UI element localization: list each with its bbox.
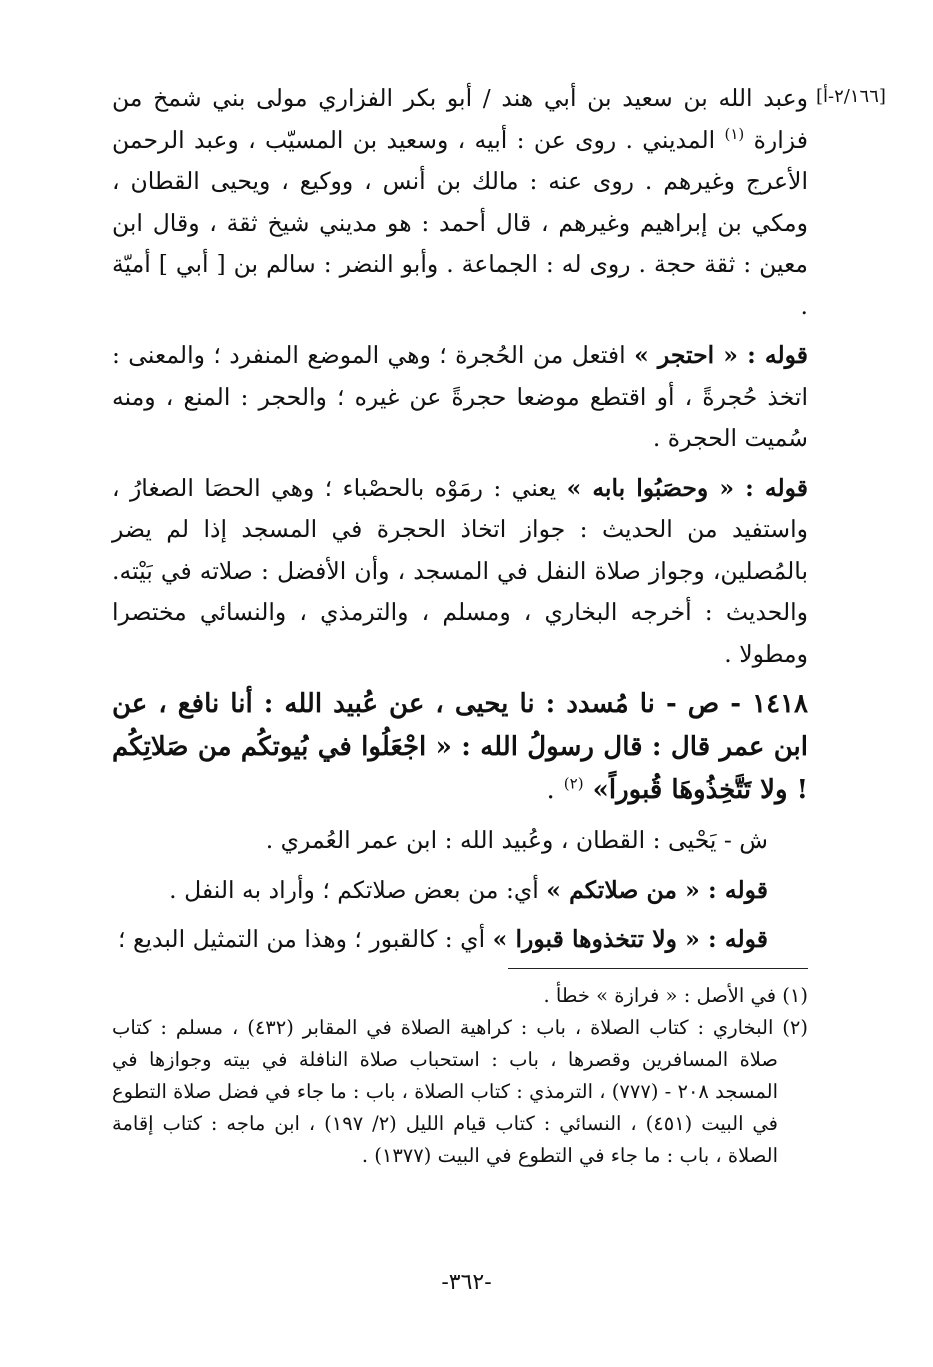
hasabu-text: يعني : رمَوْه بالحصْباء ؛ وهي الحصَا الصغارُ ، واستفيد من الحديث : جواز اتخاذ الحجرة في المسجد إذا لم يضر بالمُصلين، وجواز صلاة النفل في المسجد ، وأن الأفضل : صلاته في بَيْته. والحديث : أخرجه البخاري ، ومسلم ، والترمذي ، والنسائي مختصرا ومطولا . xyxy=(112,473,808,668)
narrator-paragraph xyxy=(112,78,808,327)
min-salatikum-text: أي: من بعض صلاتكم ؛ وأراد به النفل . xyxy=(169,875,539,904)
la-tattakhidhuha-text: أي : كالقبور ؛ وهذا من التمثيل البديع ؛ xyxy=(118,925,486,953)
main-text xyxy=(112,78,808,969)
footnote-ref-2[interactable]: (٢) xyxy=(563,774,584,793)
sharh-text: ش - يَحْيى : القطان ، وعُبيد الله : ابن عمر العُمري . xyxy=(265,826,768,854)
ihtajar-label: قوله : « احتجر » xyxy=(634,341,808,369)
min-salatikum-label: قوله : « من صلاتكم » xyxy=(546,875,768,904)
margin-reference: [٢/١٦٦-أ] xyxy=(816,86,886,107)
hadith-isnad: ١٤١٨ - ص - نا مُسدد : نا يحيى ، عن عُبيد الله : أنا نافع ، عن ابن عمر قال : xyxy=(112,689,808,762)
sharh-line xyxy=(112,820,808,862)
page-number: -٣٦٢- xyxy=(441,1270,492,1295)
hasabu-label: قوله : « وحصَبُوا بابه » xyxy=(566,473,808,502)
hadith-matn: قال رسولُ الله : « اجْعَلُوا في بُيوتكُم من صَلاتِكُم ! ولا تَتَّخِذُوهَا قُبوراً» xyxy=(112,732,808,805)
footnote-1: (١) في الأصل : « فرازة » خطأ . xyxy=(543,984,808,1007)
footnotes xyxy=(112,980,808,1172)
hadith-end: . xyxy=(546,775,555,805)
narrator-text-rest: المديني . روى عن : أبيه ، وسعيد بن المسيّب ، وعبد الرحمن الأعرج وغيرهم . روى عنه : مالك بن أنس ، ووكيع ، ويحيى القطان ، ومكي بن إبراهيم وغيرهم ، قال أحمد : هو مديني شيخ ثقة ، وقال ابن معين : ثقة حجة . روى له : الجماعة . وأبو النضر : سالم بن [ أبي ] أميّة . xyxy=(112,125,808,320)
footnote-ref-1[interactable]: (١) xyxy=(724,124,745,143)
la-tattakhidhuha-label: قوله : « ولا تتخذوها قبورا » xyxy=(492,925,768,953)
ihtajar-paragraph xyxy=(112,335,808,460)
footnote-divider xyxy=(508,968,808,969)
ihtajar-text: افتعل من الحُجرة ؛ وهي الموضع المنفرد ؛ والمعنى : اتخذ حُجرةً ، أو اقتطع موضعا حجرةً عن غيره ؛ والحجر : المنع ، ومنه سُميت الحجرة . xyxy=(112,341,808,452)
la-tattakhidhuha-paragraph xyxy=(112,919,808,961)
min-salatikum-paragraph xyxy=(112,870,808,912)
footnote-2: (٢) البخاري : كتاب الصلاة ، باب : كراهية الصلاة في المقابر (٤٣٢) ، مسلم : كتاب صلاة المسافرين وقصرها ، باب : استحباب صلاة النافلة في بيته وجوازها في المسجد ٢٠٨ - (٧٧٧) ، الترمذي : كتاب الصلاة ، باب : ما جاء في فضل صلاة التطوع في البيت (٤٥١) ، النسائي : كتاب قيام الليل (٢/ ١٩٧) ، ابن ماجه : كتاب إقامة الصلاة ، باب : ما جاء في التطوع في البيت (١٣٧٧) . xyxy=(112,1016,808,1167)
hasabu-paragraph xyxy=(112,468,808,676)
narrator-text: وعبد الله بن سعيد بن أبي هند / أبو بكر الفزاري مولى بني شمخ من فزارة xyxy=(112,84,808,154)
hadith-1418 xyxy=(112,683,808,812)
